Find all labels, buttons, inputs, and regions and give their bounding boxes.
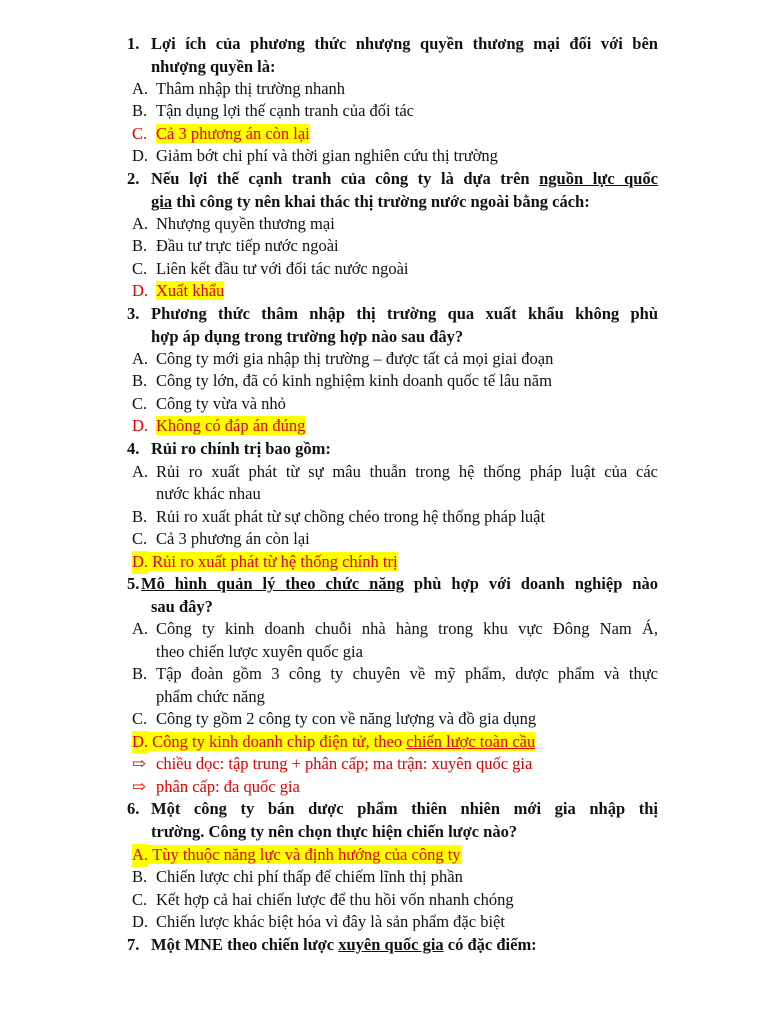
arrow-icon: ⇨ <box>132 754 146 773</box>
answer-letter: D. <box>132 146 149 165</box>
answer-text: Công ty mới gia nhập thị trường – được tất cả mọi giai đoạn <box>156 349 554 368</box>
answer-letter: D. <box>132 281 149 300</box>
question-text <box>141 573 658 596</box>
answer-text: Chiến lược chi phí thấp để chiếm lĩnh thị phần <box>156 867 463 886</box>
note-text: chiều dọc: tập trung + phân cấp; ma trận: xuyên quốc gia <box>156 754 533 773</box>
answer-text: Cả 3 phương án còn lại <box>156 529 310 548</box>
correct-answer-label: Rủi ro xuất phát từ hệ thống chính trị <box>152 552 398 571</box>
question-number: 3. <box>127 304 140 323</box>
question-text-part: Một MNE theo chiến lược <box>151 935 339 954</box>
underlined-term: gia <box>151 192 173 211</box>
answer-text: Rủi ro xuất phát từ sự mâu thuẫn trong hệ thống pháp luật của các <box>156 462 658 481</box>
answer-letter: B. <box>132 507 148 526</box>
answer-text: Công ty kinh doanh chuỗi nhà hàng trong khu vực Đông Nam Á, <box>156 619 658 638</box>
answer-text: Chiến lược khác biệt hóa vì đây là sản phẩm đặc biệt <box>156 912 505 931</box>
correct-answer-text: Không có đáp án đúng <box>156 416 306 435</box>
correct-answer-text <box>148 552 398 571</box>
question-number: 6. <box>127 799 140 818</box>
answer-text: Nhượng quyền thương mại <box>156 214 335 233</box>
answer-letter: A. <box>132 844 148 867</box>
underlined-term: Mô hình quản lý theo chức năng <box>141 574 404 593</box>
correct-answer-text: Xuất khẩu <box>156 281 225 300</box>
answer-text: phẩm chức năng <box>156 687 265 706</box>
answer-text: Đầu tư trực tiếp nước ngoài <box>156 236 339 255</box>
answer-letter: C. <box>132 394 148 413</box>
question-text: Phương thức thâm nhập thị trường qua xuất khẩu không phù <box>151 304 658 323</box>
answer-text: Thâm nhập thị trường nhanh <box>156 79 346 98</box>
question-text: hợp áp dụng trong trường hợp nào sau đây? <box>151 327 464 346</box>
underlined-term: nguồn lực quốc <box>539 169 658 188</box>
question-text <box>151 934 658 957</box>
question-number: 7. <box>127 935 140 954</box>
arrow-icon: ⇨ <box>132 777 146 796</box>
answer-text: Giảm bớt chi phí và thời gian nghiên cứu thị trường <box>156 146 498 165</box>
answer-text: Tập đoàn gồm 3 công ty chuyên về mỹ phẩm, dược phẩm và thực <box>156 664 658 683</box>
answer-letter: C. <box>132 709 148 728</box>
question-text-part: thì công ty nên khai thác thị trường nước ngoài bằng cách: <box>172 192 590 211</box>
answer-text: Liên kết đầu tư với đối tác nước ngoài <box>156 259 409 278</box>
answer-text: theo chiến lược xuyên quốc gia <box>156 642 363 661</box>
question-text: Rủi ro chính trị bao gồm: <box>151 439 331 458</box>
question-number: 2. <box>127 169 140 188</box>
correct-answer-label: Tùy thuộc năng lực và định hướng của công ty <box>152 845 461 864</box>
question-text: Lợi ích của phương thức nhượng quyền thương mại đối với bên <box>151 34 658 53</box>
answer-text: Công ty vừa và nhỏ <box>156 394 286 413</box>
correct-answer-text <box>148 845 461 864</box>
answer-text: Công ty gồm 2 công ty con về năng lượng và đồ gia dụng <box>156 709 537 728</box>
correct-answer-text <box>148 732 535 751</box>
answer-letter: A. <box>132 79 149 98</box>
question-number: 1. <box>127 34 140 53</box>
answer-letter: A. <box>132 462 149 481</box>
answer-letter: A. <box>132 349 149 368</box>
answer-letter: B. <box>132 867 148 886</box>
answer-letter: C. <box>132 529 148 548</box>
answer-letter: B. <box>132 236 148 255</box>
note-text: phân cấp: đa quốc gia <box>156 777 300 796</box>
answer-letter: C. <box>132 890 148 909</box>
answer-text: Rủi ro xuất phát từ sự chồng chéo trong hệ thống pháp luật <box>156 507 546 526</box>
question-text-part: có đặc điểm: <box>443 935 537 954</box>
question-text: sau đây? <box>151 597 213 616</box>
question-text: Một công ty bán dược phẩm thiên nhiên mới gia nhập thị <box>151 799 658 818</box>
underlined-term: chiến lược toàn cầu <box>406 732 536 751</box>
question-number: 5. <box>127 574 140 593</box>
question-text <box>151 191 658 214</box>
answer-letter: D. <box>132 416 149 435</box>
answer-letter: B. <box>132 101 148 120</box>
answer-text: Công ty lớn, đã có kinh nghiệm kinh doanh quốc tế lâu năm <box>156 371 552 390</box>
answer-letter: B. <box>132 371 148 390</box>
answer-letter: D. <box>132 551 148 574</box>
answer-letter: B. <box>132 664 148 683</box>
answer-letter: D. <box>132 731 148 754</box>
underlined-term: xuyên quốc gia <box>338 935 444 954</box>
correct-answer-part: Công ty kinh doanh chip điện tử, theo <box>152 732 407 751</box>
answer-text: Tận dụng lợi thế cạnh tranh của đối tác <box>156 101 414 120</box>
answer-letter: A. <box>132 619 149 638</box>
answer-letter: A. <box>132 214 149 233</box>
answer-letter: D. <box>132 912 149 931</box>
question-text: nhượng quyền là: <box>151 57 276 76</box>
answer-letter: C. <box>132 259 148 278</box>
question-number: 4. <box>127 439 140 458</box>
answer-text: Kết hợp cả hai chiến lược để thu hồi vốn nhanh chóng <box>156 890 514 909</box>
question-text-part: phù hợp với doanh nghiệp nào <box>404 574 658 593</box>
answer-text: nước khác nhau <box>156 484 261 503</box>
answer-letter: C. <box>132 124 148 143</box>
question-text: trường. Công ty nên chọn thực hiện chiến lược nào? <box>151 822 518 841</box>
question-text-part: Nếu lợi thế cạnh tranh của công ty là dựa trên <box>151 169 540 188</box>
correct-answer-text: Cả 3 phương án còn lại <box>156 124 310 143</box>
question-text <box>151 168 658 191</box>
